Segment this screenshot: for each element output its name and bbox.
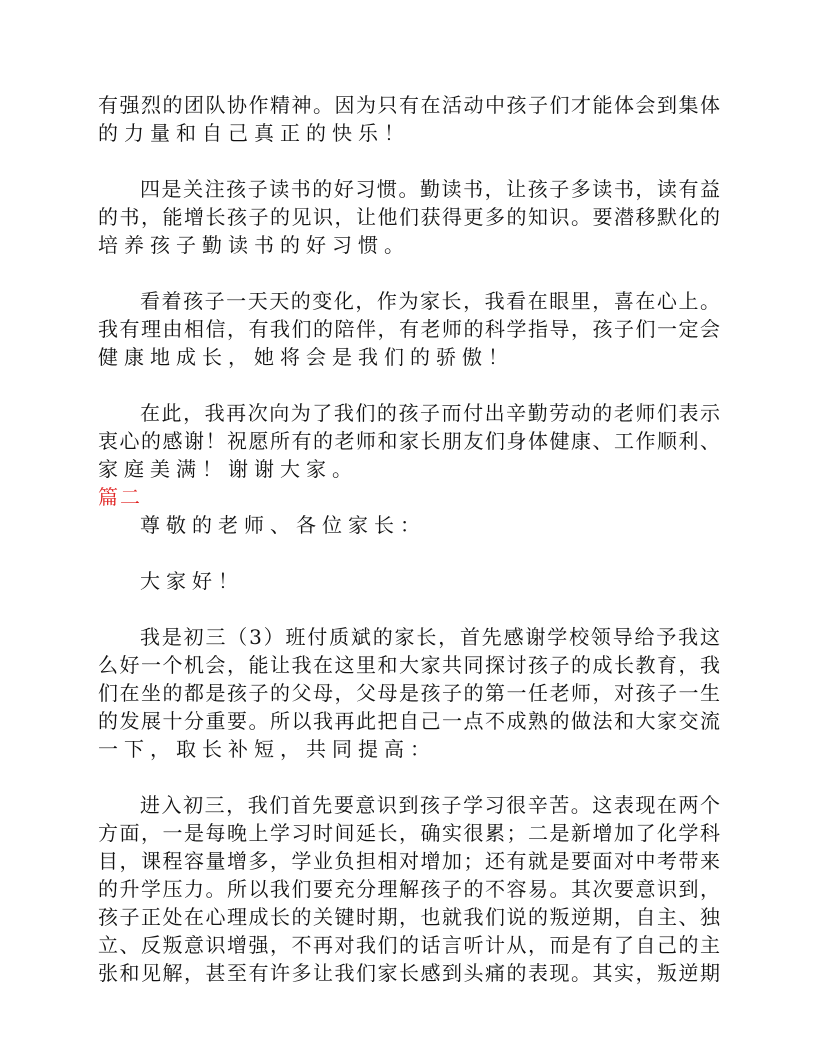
text-line: 一下，取长补短，共同提高： [98, 737, 436, 761]
paragraph [98, 567, 720, 595]
text-line: 孩子正处在心理成长的关键时期，也就我们说的叛逆期，自主、独 [98, 905, 720, 929]
paragraph [98, 91, 720, 147]
text-line: 的书，能增长孩子的见识，让他们获得更多的知识。要潜移默化的 [98, 205, 720, 229]
text-line: 目，课程容量增多，学业负担相对增加；还有就是要面对中考带来 [98, 849, 720, 873]
text-line: 我是初三（3）班付质斌的家长，首先感谢学校领导给予我这 [140, 625, 720, 649]
text-line: 么好一个机会，能让我在这里和大家共同探讨孩子的成长教育，我 [98, 653, 720, 677]
text-line: 的升学压力。所以我们要充分理解孩子的不容易。其次要意识到， [98, 877, 720, 901]
text-line: 进入初三，我们首先要意识到孩子学习很辛苦。这表现在两个 [140, 793, 720, 817]
text-line: 培养孩子勤读书的好习惯。 [98, 233, 410, 257]
paragraph [98, 511, 720, 539]
text-line: 看着孩子一天天的变化，作为家长，我看在眼里，喜在心上。 [140, 289, 720, 313]
text-line: 们在坐的都是孩子的父母，父母是孩子的第一任老师，对孩子一生 [98, 681, 720, 705]
text-line: 大家好！ [140, 569, 244, 593]
text-line: 家庭美满！谢谢大家。 [98, 457, 358, 481]
paragraph [98, 175, 720, 259]
text-line: 的力量和自己真正的快乐！ [98, 121, 410, 145]
text-line: 我有理由相信，有我们的陪伴，有老师的科学指导，孩子们一定会 [98, 317, 720, 341]
paragraph [98, 791, 720, 987]
text-line: 方面，一是每晚上学习时间延长，确实很累；二是新增加了化学科 [98, 821, 720, 845]
text-line: 四是关注孩子读书的好习惯。勤读书，让孩子多读书，读有益 [140, 177, 720, 201]
text-line: 张和见解，甚至有许多让我们家长感到头痛的表现。其实，叛逆期 [98, 961, 720, 985]
text-line: 健康地成长，她将会是我们的骄傲！ [98, 345, 514, 369]
text-line: 在此，我再次向为了我们的孩子而付出辛勤劳动的老师们表示 [140, 401, 720, 425]
text-line: 衷心的感谢！祝愿所有的老师和家长朋友们身体健康、工作顺利、 [98, 429, 720, 453]
text-line: 立、反叛意识增强，不再对我们的话言听计从，而是有了自己的主 [98, 933, 720, 957]
paragraph [98, 287, 720, 371]
text-line: 尊敬的老师、各位家长： [140, 513, 426, 537]
paragraph [98, 623, 720, 763]
section-heading: 篇二 [98, 485, 142, 509]
text-line: 有强烈的团队协作精神。因为只有在活动中孩子们才能体会到集体 [98, 93, 720, 117]
text-line: 的发展十分重要。所以我再此把自己一点不成熟的做法和大家交流 [98, 709, 720, 733]
paragraph [98, 399, 720, 483]
document-page [98, 91, 720, 987]
